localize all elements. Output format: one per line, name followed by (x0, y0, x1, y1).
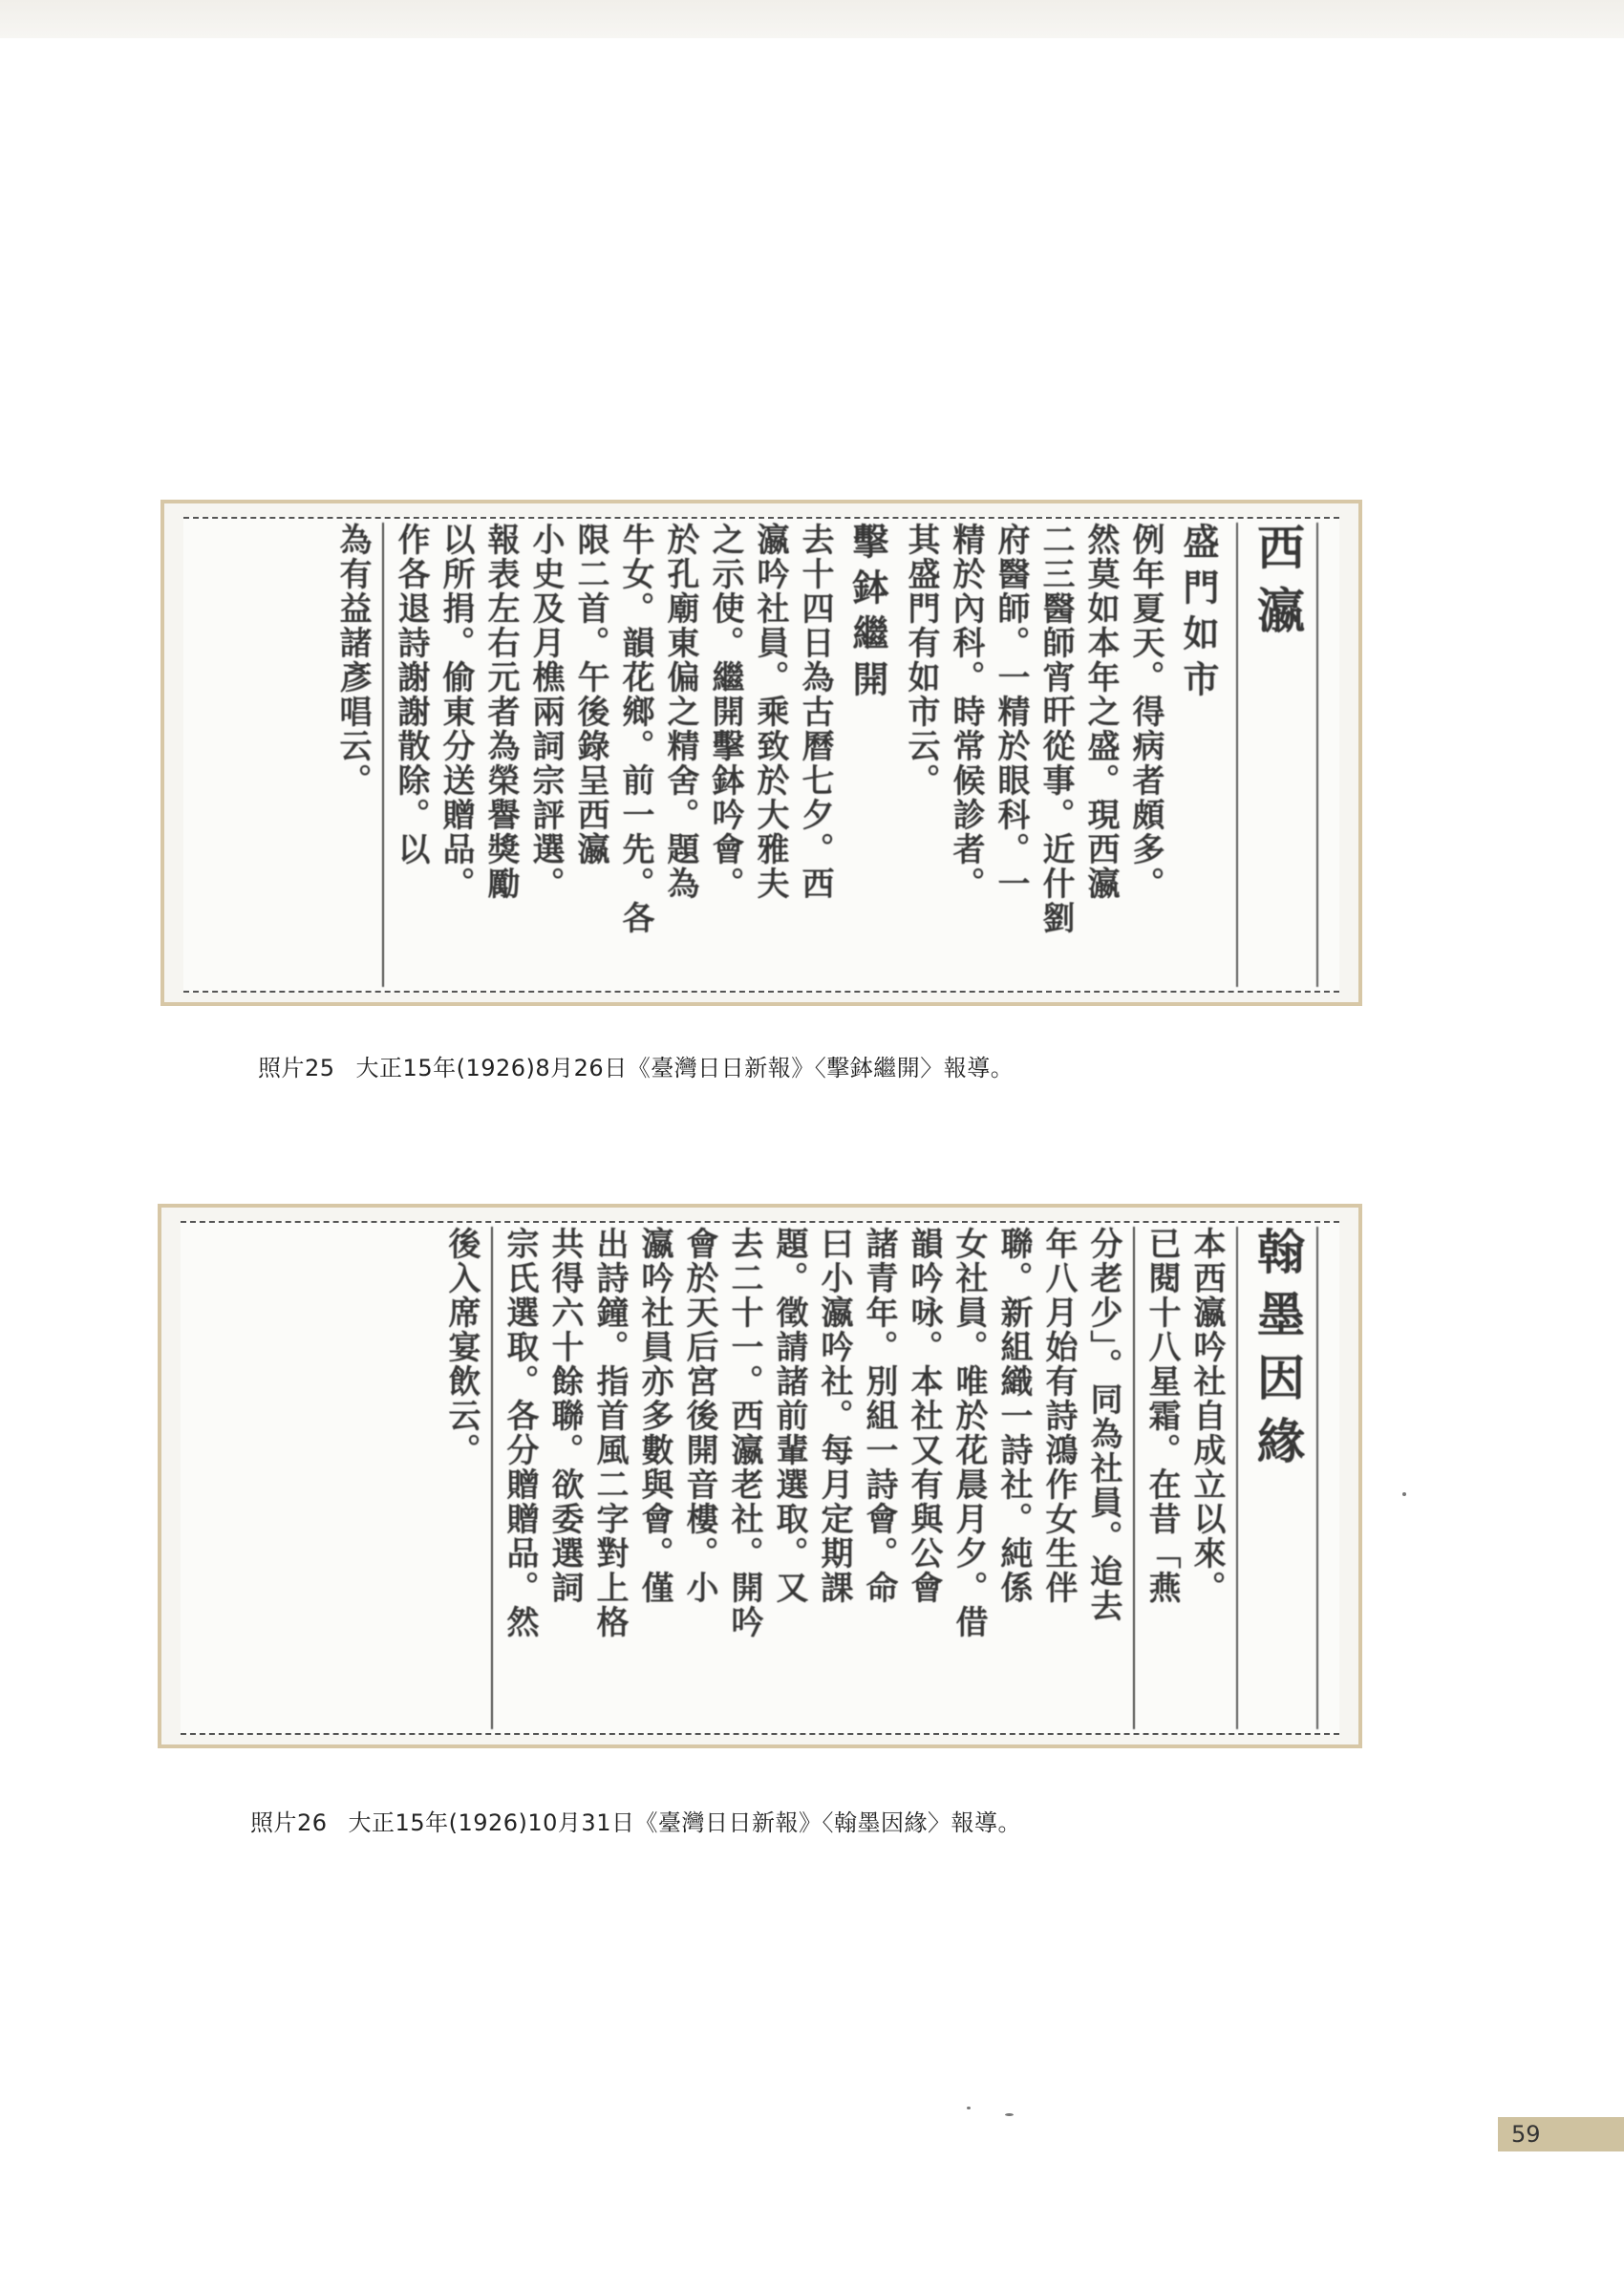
photo25-caption (258, 1049, 1035, 1082)
photo26-column: 女社員。唯於花晨月夕。借 (950, 1227, 988, 1639)
photo25-column: 例年夏天。得病者頗多。 (1126, 523, 1165, 901)
photo25-column: 報表左右元者為榮譽獎勵 (481, 523, 520, 901)
photo26-column: 瀛吟社員亦多數與會。僅 (635, 1227, 673, 1605)
photo26-column: 曰小瀛吟社。每月定期課 (815, 1227, 853, 1605)
photo26-column: 年八月始有詩鴻作女生伴 (1039, 1227, 1078, 1605)
scan-speck (967, 2107, 971, 2109)
photo26-column: 後入席宴飲云。 (442, 1227, 481, 1467)
photo26-column: 已閱十八星霜。在昔「燕 (1133, 1227, 1184, 1729)
photo26-column: 聯。新組織一詩社。純係 (994, 1227, 1033, 1605)
photo26-heading: 翰墨因緣 (1236, 1227, 1318, 1729)
photo26-clipping (158, 1204, 1362, 1748)
scan-speck (1402, 1492, 1406, 1496)
photo25-column: 府醫師。一精於眼科。一 (992, 523, 1030, 901)
page-top-shadow (0, 0, 1624, 38)
photo26-column: 題。徵請諸前輩選取。又 (770, 1227, 808, 1605)
photo25-caption-text: 大正15年(1926)8月26日《臺灣日日新報》〈擊鉢繼開〉報導。 (355, 1055, 1015, 1081)
photo25-column: 之示使。繼開擊鉢吟會。 (706, 523, 744, 901)
photo26-column: 出詩鐘。指首風二字對上格 (590, 1227, 629, 1639)
photo26-column: 本西瀛吟社自成立以來。 (1187, 1227, 1226, 1605)
photo26-column: 去二十一。西瀛老社。開吟 (725, 1227, 763, 1639)
photo26-column: 韻吟咏。本社又有與公會 (905, 1227, 943, 1605)
photo25-column: 作各退詩謝謝散除。以 (382, 523, 433, 987)
photo26-column: 分老少」。同為社員。迨去 (1084, 1227, 1122, 1623)
photo25-column: 盛門如市 (1177, 523, 1220, 706)
photo25-column: 擊鉢繼開 (846, 523, 889, 706)
photo26-caption (250, 1804, 1042, 1837)
photo25-text-columns (183, 519, 1339, 991)
photo25-column: 為有益諸彥唱云。 (333, 523, 372, 798)
scan-speck (1005, 2113, 1014, 2116)
photo25-column: 瀛吟社員。乘致於大雅夫 (751, 523, 789, 901)
photo25-column: 然莫如本年之盛。現西瀛 (1081, 523, 1120, 901)
photo26-column: 諸青年。別組一詩會。命 (860, 1227, 898, 1605)
photo25-clipping (160, 500, 1362, 1006)
photo25-column: 限二首。午後錄呈西瀛 (571, 523, 609, 867)
photo25-column: 以所捐。偷東分送贈品。 (437, 523, 475, 901)
photo25-column: 去十四日為古曆七夕。西 (796, 523, 834, 901)
photo26-text-columns (181, 1223, 1339, 1733)
photo25-heading: 西瀛 (1236, 523, 1318, 987)
photo25-newspaper-image (183, 517, 1339, 993)
photo25-column: 牛女。韻花鄉。前一先。各 (616, 523, 654, 935)
photo26-caption-label: 照片26 (250, 1809, 328, 1836)
photo25-column: 二三醫師宵旰從事。近什劉 (1036, 523, 1075, 935)
photo25-column: 其盛門有如市云。 (902, 523, 940, 798)
photo26-newspaper-image (181, 1221, 1339, 1735)
photo26-caption-text: 大正15年(1926)10月31日《臺灣日日新報》〈翰墨因緣〉報導。 (348, 1809, 1021, 1836)
photo26-column: 會於天后宮後開音樓。小 (680, 1227, 718, 1605)
photo26-column: 共得六十餘聯。欲委選詞 (545, 1227, 584, 1605)
photo25-caption-label: 照片25 (258, 1055, 335, 1081)
photo26-column: 宗氏選取。各分贈贈品。然 (491, 1227, 542, 1729)
photo25-column: 小史及月樵兩詞宗評選。 (526, 523, 565, 901)
photo25-column: 於孔廟東偏之精舍。題為 (661, 523, 699, 901)
photo25-column: 精於內科。時常候診者。 (947, 523, 985, 901)
page-number: 59 (1498, 2117, 1624, 2151)
